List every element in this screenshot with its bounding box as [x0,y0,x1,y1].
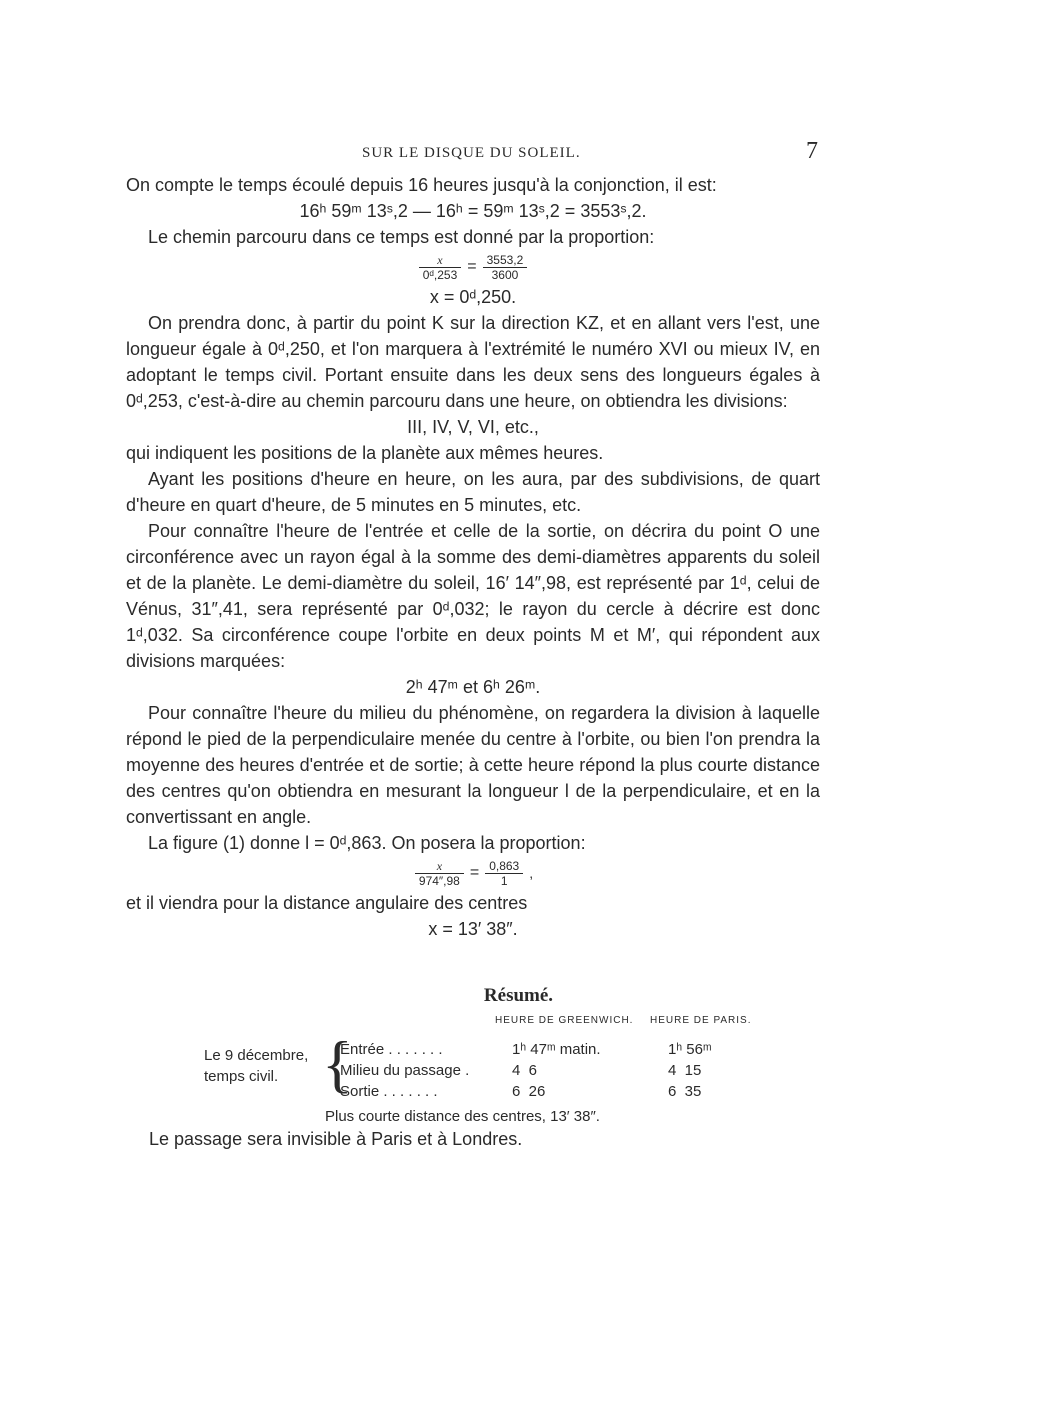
summary-section [0,985,1037,1007]
paragraph-3: On prendra donc, à partir du point K sur la direction KZ, et en allant vers l'est, une longueur égale à 0ᵈ,250, et l'on marquera à l'extrémité le numéro XVI ou mieux IV, en adoptant le temps civil. Portant ensuite dans les deux sens des longueurs égales à 0ᵈ,253, c'est-à-dire au chemin parcouru dans une heure, on obtiendra les divisions: [126,313,820,411]
paragraph-6: Pour connaître l'heure de l'entrée et celle de la sortie, on décrira du point O une circonférence avec un rayon égal à la somme des demi-diamètres apparents du soleil et de la planète. Le demi-diamètre du soleil, 16′ 14″,98, est représenté par 1ᵈ, celui de Vénus, 31″,41, sera représenté par 0ᵈ,032; le rayon du cercle à décrire est donc 1ᵈ,032. Sa circonférence coupe l'orbite en deux points M et M′, qui répondent aux divisions marquées: [126,521,820,671]
table-row: Entrée . . . . . . . 1ʰ 47ᵐ matin. 1ʰ 56ᵐ [340,1041,712,1058]
equation-5: x = 13′ 38″. [428,919,518,939]
brace-icon: { [322,1028,353,1099]
col-header-paris: HEURE DE PARIS. [650,1015,752,1026]
col-header-greenwich: HEURE DE GREENWICH. [495,1015,634,1026]
proportion-2: $\frac{x}{974'',98}$ = $\frac{0,863}{1}$ , [126,856,820,890]
fraction-left: $\frac{x}{974'',98}$ [415,859,464,888]
summary-title: Résumé. [483,985,554,1006]
fraction-left: $\frac{x}{\text{0ᵈ,253}}$ [419,253,462,282]
page-number: 7 [806,138,818,164]
summary-table [340,1039,720,1102]
fraction-right: $\frac{3553,2}{3600}$ [483,253,528,282]
table-row: Milieu du passage . 4 6 4 15 [340,1062,702,1079]
page-header [0,138,1037,166]
paragraph-4: qui indiquent les positions de la planète aux mêmes heures. [126,443,604,463]
shortest-distance: Plus courte distance des centres, 13′ 38″. [325,1108,600,1125]
paragraph-8: La figure (1) donne l = 0ᵈ,863. On posera la proportion: [148,833,586,853]
closing-line: Le passage sera invisible à Paris et à Londres. [149,1129,523,1149]
paragraph-1: On compte le temps écoulé depuis 16 heures jusqu'à la conjonction, il est: [126,175,717,195]
equation-1: 16ʰ 59ᵐ 13ˢ,2 — 16ʰ = 59ᵐ 13ˢ,2 = 3553ˢ,2. [299,201,647,221]
running-head: SUR LE DISQUE DU SOLEIL. [362,145,581,161]
paragraph-9: et il viendra pour la distance angulaire des centres [126,893,528,913]
proportion-1: $\frac{x}{\text{0ᵈ,253}}$ = $\frac{3553,2}{3600}$ [126,250,820,284]
fraction-right: $\frac{0,863}{1}$ [485,859,523,888]
equation-3: III, IV, V, VI, etc., [407,417,539,437]
paragraph-7: Pour connaître l'heure du milieu du phénomène, on regardera la division à laquelle répond le pied de la perpendiculaire menée du centre à l'orbite, ou bien l'on prendra la moyenne des heures d'entrée et de sortie; à cette heure répond la plus courte distance des centres qu'on obtiendra en mesurant la longueur l de la perpendiculaire, et en la convertissant en angle. [126,703,820,827]
paragraph-2: Le chemin parcouru dans ce temps est donné par la proportion: [148,227,655,247]
body-text [126,172,820,942]
equation-4: 2ʰ 47ᵐ et 6ʰ 26ᵐ. [405,677,541,697]
table-row: Sortie . . . . . . . 6 26 6 35 [340,1083,702,1100]
paragraph-5: Ayant les positions d'heure en heure, on les aura, par des subdivisions, de quart d'heure en quart d'heure, de 5 minutes en 5 minutes, etc. [126,469,820,515]
equation-2: x = 0ᵈ,250. [429,287,517,307]
summary-date-label: Le 9 décembre, temps civil. [204,1047,309,1085]
